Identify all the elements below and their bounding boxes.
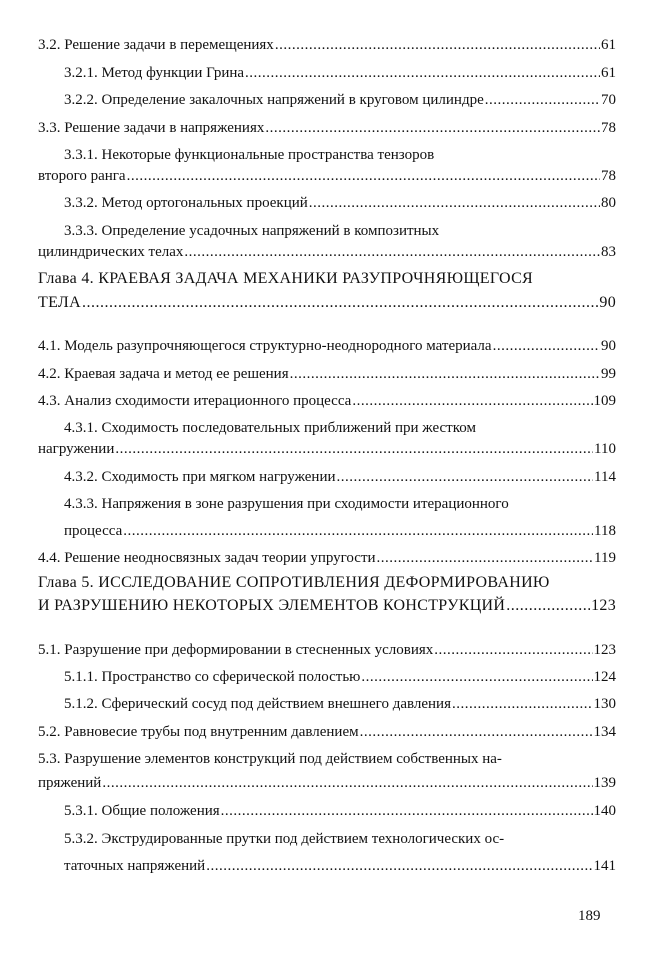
toc-leader-dots xyxy=(265,119,600,137)
toc-page-number: 114 xyxy=(594,469,616,485)
toc-entry-5-3-line1: 5.3. Разрушение элементов конструкций под действием собственных на- xyxy=(38,751,502,767)
toc-leader-dots xyxy=(434,641,592,659)
toc-page-number: 139 xyxy=(593,775,616,791)
toc-entry-title: 3.3.2. Метод ортогональных проекций xyxy=(64,195,308,211)
toc-entry-title: 3.3. Решение задачи в напряжениях xyxy=(38,120,265,136)
toc-entry-3-3-2 xyxy=(64,194,616,212)
toc-page-number: 119 xyxy=(594,550,616,566)
toc-page-number: 124 xyxy=(593,669,616,685)
toc-leader-dots xyxy=(309,194,600,212)
toc-entry-4-3-1-line1: 4.3.1. Сходимость последовательных приближений при жестком xyxy=(64,420,476,436)
toc-entry-3-3-1-line1: 3.3.1. Некоторые функциональные пространства тензоров xyxy=(64,147,435,163)
toc-entry-title: 5.3.1. Общие положения xyxy=(64,803,220,819)
toc-leader-dots xyxy=(290,365,600,383)
toc-entry-title: второго ранга xyxy=(38,168,126,184)
toc-leader-dots xyxy=(245,64,600,82)
toc-page-number: 61 xyxy=(601,65,616,81)
toc-entry-3-3-1 xyxy=(38,167,616,185)
toc-page-number: 80 xyxy=(601,195,616,211)
toc-entry-title: 3.2.1. Метод функции Грина xyxy=(64,65,245,81)
toc-entry-4-3-1 xyxy=(38,440,616,458)
toc-page-number: 110 xyxy=(594,441,616,457)
toc-leader-dots xyxy=(102,774,592,792)
toc-entry-title: 3.2.2. Определение закалочных напряжений в круговом цилиндре xyxy=(64,92,484,108)
toc-entry-title: пряжений xyxy=(38,775,102,791)
toc-page-number: 78 xyxy=(601,120,616,136)
toc-page-number: 99 xyxy=(601,366,616,382)
toc-leader-dots xyxy=(127,167,600,185)
toc-chapter-5-line1: Глава 5. ИССЛЕДОВАНИЕ СОПРОТИВЛЕНИЯ ДЕФОРМИРОВАНИЮ xyxy=(38,574,550,591)
toc-entry-title: 5.1.1. Пространство со сферической полостью xyxy=(64,669,361,685)
toc-entry-5-2 xyxy=(38,723,616,741)
toc-entry-title: процесса xyxy=(64,523,123,539)
toc-page-number: 134 xyxy=(593,724,616,740)
toc-entry-3-2-2 xyxy=(64,91,616,109)
toc-page-number: 90 xyxy=(601,338,616,354)
toc-page-number: 83 xyxy=(601,244,616,260)
toc-entry-3-3 xyxy=(38,119,616,137)
toc-entry-title: И РАЗРУШЕНИЮ НЕКОТОРЫХ ЭЛЕМЕНТОВ КОНСТРУКЦИЙ xyxy=(38,597,506,614)
toc-entry-5-1-2 xyxy=(64,695,616,713)
toc-entry-title: ТЕЛА xyxy=(38,294,81,311)
toc-leader-dots xyxy=(184,243,600,261)
toc-leader-dots xyxy=(452,695,593,713)
toc-entry-4-3-3 xyxy=(64,522,616,540)
toc-entry-title: нагружении xyxy=(38,441,115,457)
toc-leader-dots xyxy=(361,668,592,686)
toc-entry-5-1-1 xyxy=(64,668,616,686)
toc-entry-3-3-3 xyxy=(38,243,616,261)
toc-page-number: 118 xyxy=(594,523,616,539)
toc-page-number: 78 xyxy=(601,168,616,184)
toc-entry-4-3-2 xyxy=(64,468,616,486)
toc-leader-dots xyxy=(360,723,593,741)
toc-leader-dots xyxy=(485,91,600,109)
toc-leader-dots xyxy=(115,440,593,458)
toc-leader-dots xyxy=(352,392,592,410)
toc-entry-4-3-3-line1: 4.3.3. Напряжения в зоне разрушения при сходимости итерационного xyxy=(64,496,509,512)
toc-leader-dots xyxy=(123,522,593,540)
toc-entry-title: 4.4. Решение неодносвязных задач теории упругости xyxy=(38,550,376,566)
toc-entry-5-3-2 xyxy=(64,857,616,875)
toc-entry-title: 4.2. Краевая задача и метод ее решения xyxy=(38,366,289,382)
toc-page-number: 109 xyxy=(593,393,616,409)
toc-entry-5-3-2-line1: 5.3.2. Экструдированные прутки под действием технологических ос- xyxy=(64,831,505,847)
toc-entry-5-1 xyxy=(38,641,616,659)
toc-page-number: 70 xyxy=(601,92,616,108)
toc-leader-dots xyxy=(337,468,594,486)
toc-leader-dots xyxy=(377,549,594,567)
toc-entry-title: 5.2. Равновесие трубы под внутренним давлением xyxy=(38,724,359,740)
toc-leader-dots xyxy=(506,597,590,615)
toc-entry-4-2 xyxy=(38,365,616,383)
toc-entry-title: цилиндрических телах xyxy=(38,244,184,260)
toc-entry-4-1 xyxy=(38,337,616,355)
toc-page-number: 130 xyxy=(593,696,616,712)
toc-entry-4-3 xyxy=(38,392,616,410)
toc-page-number: 140 xyxy=(593,803,616,819)
toc-chapter-4 xyxy=(38,294,616,312)
toc-entry-title: 4.1. Модель разупрочняющегося структурно-неоднородного материала xyxy=(38,338,492,354)
toc-chapter-4-line1: Глава 4. КРАЕВАЯ ЗАДАЧА МЕХАНИКИ РАЗУПРОЧНЯЮЩЕГОСЯ xyxy=(38,270,534,287)
toc-entry-3-2-1 xyxy=(64,64,616,82)
toc-leader-dots xyxy=(221,802,593,820)
toc-page-number: 90 xyxy=(599,294,616,311)
toc-leader-dots xyxy=(206,857,592,875)
toc-entry-3-3-3-line1: 3.3.3. Определение усадочных напряжений в композитных xyxy=(64,223,440,239)
toc-page-number: 123 xyxy=(593,642,616,658)
toc-leader-dots xyxy=(82,294,598,312)
toc-entry-5-3 xyxy=(38,774,616,792)
toc-entry-title: 5.1. Разрушение при деформировании в стесненных условиях xyxy=(38,642,434,658)
toc-entry-title: 3.2. Решение задачи в перемещениях xyxy=(38,37,274,53)
toc-page-number: 141 xyxy=(593,858,616,874)
toc-leader-dots xyxy=(493,337,600,355)
toc-entry-title: 4.3.2. Сходимость при мягком нагружении xyxy=(64,469,336,485)
toc-page-number: 123 xyxy=(591,597,616,614)
toc-entry-title: таточных напряжений xyxy=(64,858,206,874)
toc-entry-title: 4.3. Анализ сходимости итерационного процесса xyxy=(38,393,352,409)
toc-page-number: 61 xyxy=(601,37,616,53)
page-number: 189 xyxy=(578,908,601,924)
toc-entry-title: 5.1.2. Сферический сосуд под действием внешнего давления xyxy=(64,696,451,712)
toc-entry-3-2 xyxy=(38,36,616,54)
toc-leader-dots xyxy=(275,36,600,54)
toc-chapter-5 xyxy=(38,597,616,615)
toc-entry-4-4 xyxy=(38,549,616,567)
toc-entry-5-3-1 xyxy=(64,802,616,820)
